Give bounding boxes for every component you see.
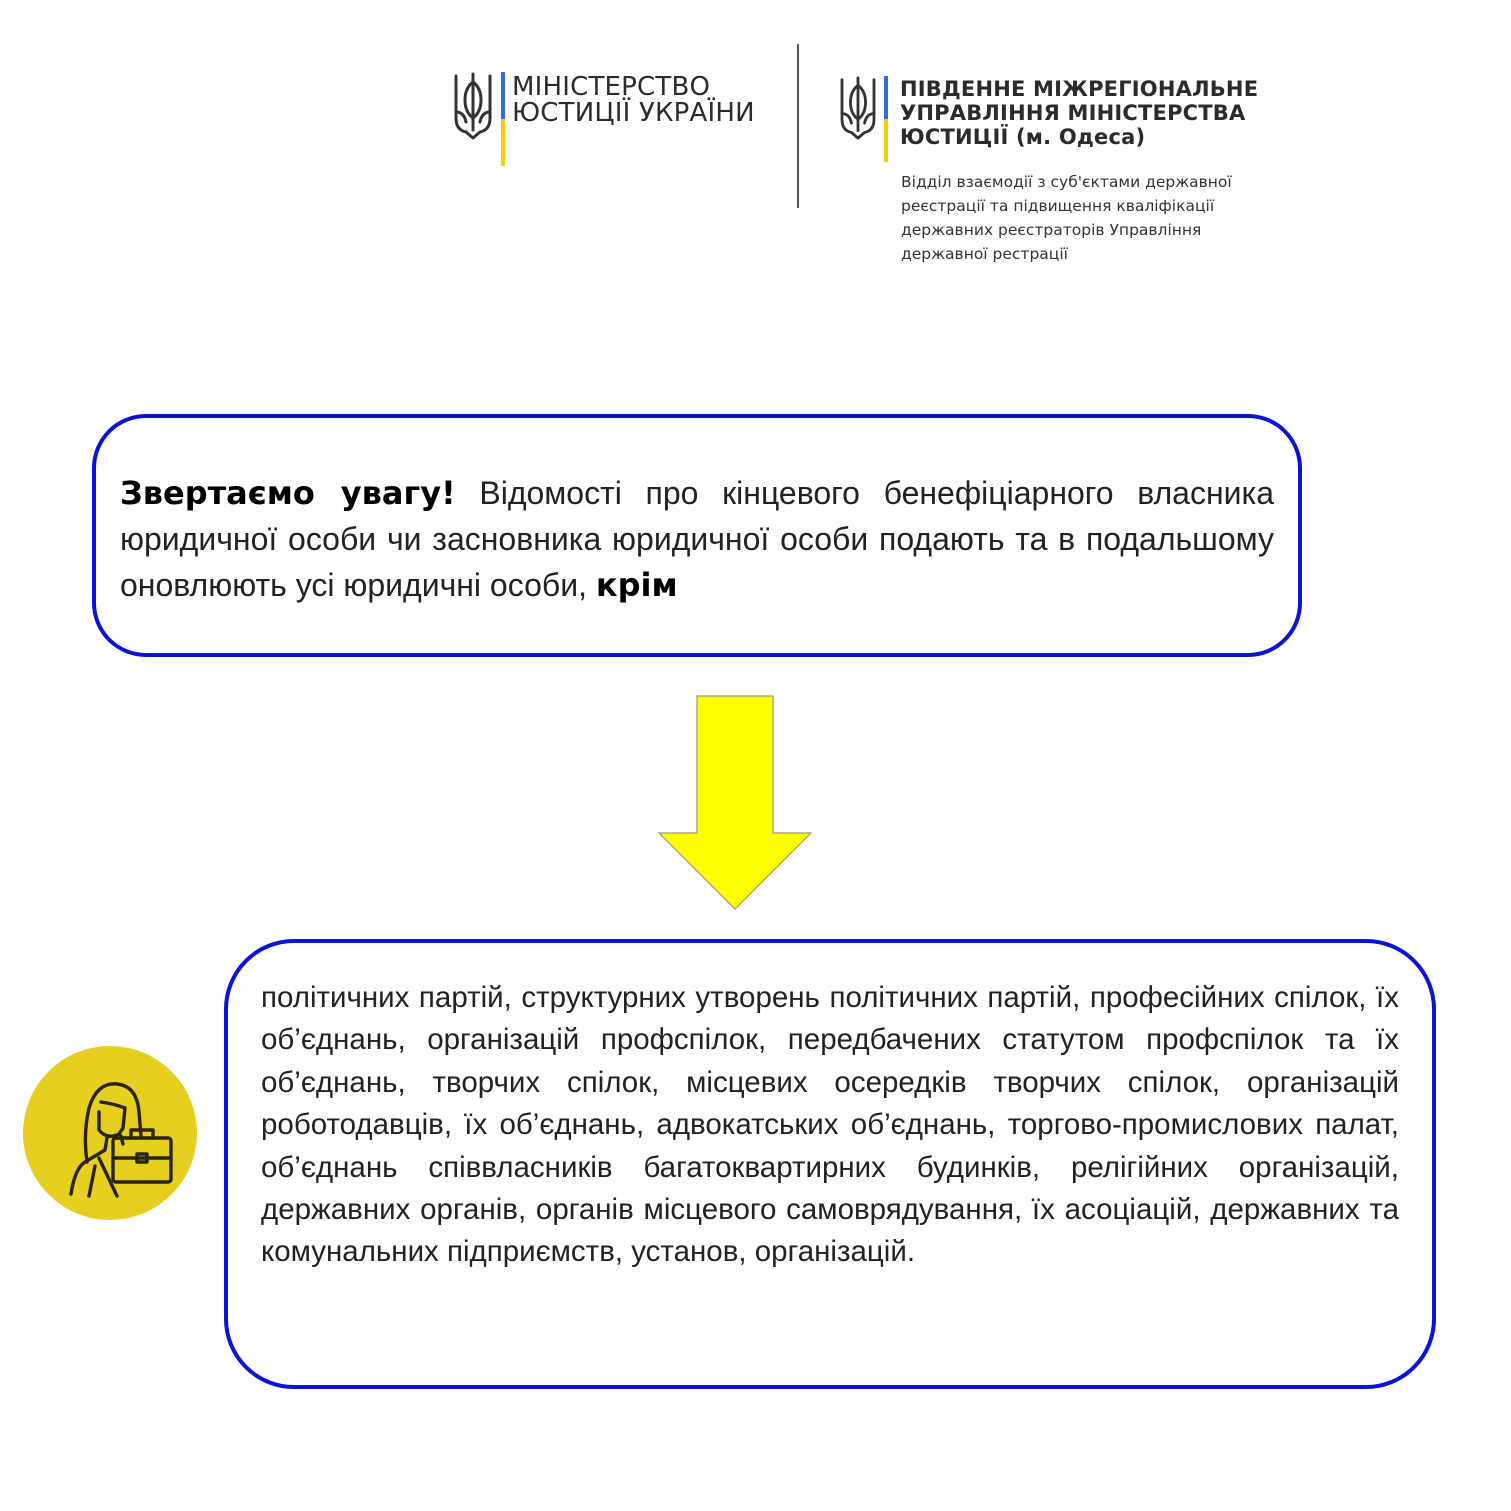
notice-body: Відомості про кінцевого бенефіціарного власника юридичної особи чи засновника юридичної особи подають та в подальшому оновлюють усі юридичні особи, xyxy=(120,475,1275,603)
notice-emphasis: крім xyxy=(595,566,678,604)
department-line2: реєстрації та підвищення кваліфікації xyxy=(901,197,1215,215)
regional-title-line2: УПРАВЛІННЯ МІНІСТЕРСТВА xyxy=(900,101,1246,125)
ministry-title xyxy=(512,74,755,126)
businesswoman-icon-badge xyxy=(23,1046,197,1220)
notice-text xyxy=(120,470,1274,608)
flag-stripe xyxy=(884,76,888,162)
exceptions-text: політичних партій, структурних утворень політичних партій, професійних спілок, їх об’єднань, організацій профспілок, передбачених статутом профспілок та їх об’єднань, творчих спілок, місцевих осередків творчих спілок, організацій роботодавців, їх об’єднань, адвокатських об’єднань, торгово-промислових палат, об’єднань співвласників багатоквартирних будинків, релігійних організацій, державних органів, органів місцевого самоврядування, їх асоціацій, державних та комунальних підприємств, установ, організацій. xyxy=(261,981,1399,1269)
regional-title xyxy=(900,77,1258,149)
ministry-title-line2: ЮСТИЦІЇ УКРАЇНИ xyxy=(512,98,755,128)
trident-icon xyxy=(838,76,878,140)
department-line4: державної рестрації xyxy=(901,245,1068,263)
department-subtitle xyxy=(901,170,1281,266)
exceptions-box xyxy=(224,939,1436,1389)
notice-box xyxy=(92,414,1302,657)
regional-title-line3: ЮСТИЦІЇ (м. Одеса) xyxy=(900,125,1146,149)
regional-title-line1: ПІВДЕННЕ МІЖРЕГІОНАЛЬНЕ xyxy=(900,77,1259,101)
logo-divider xyxy=(797,44,799,208)
businesswoman-briefcase-icon xyxy=(23,1046,197,1220)
department-line3: державних реєстраторів Управління xyxy=(901,221,1202,239)
arrow-down-icon xyxy=(657,695,813,911)
ministry-title-line1: МІНІСТЕРСТВО xyxy=(512,72,711,102)
department-line1: Відділ взаємодії з суб'єктами державної xyxy=(901,173,1232,191)
trident-icon xyxy=(452,72,494,140)
flag-stripe xyxy=(501,72,505,166)
notice-lead: Звертаємо увагу! xyxy=(120,474,456,512)
